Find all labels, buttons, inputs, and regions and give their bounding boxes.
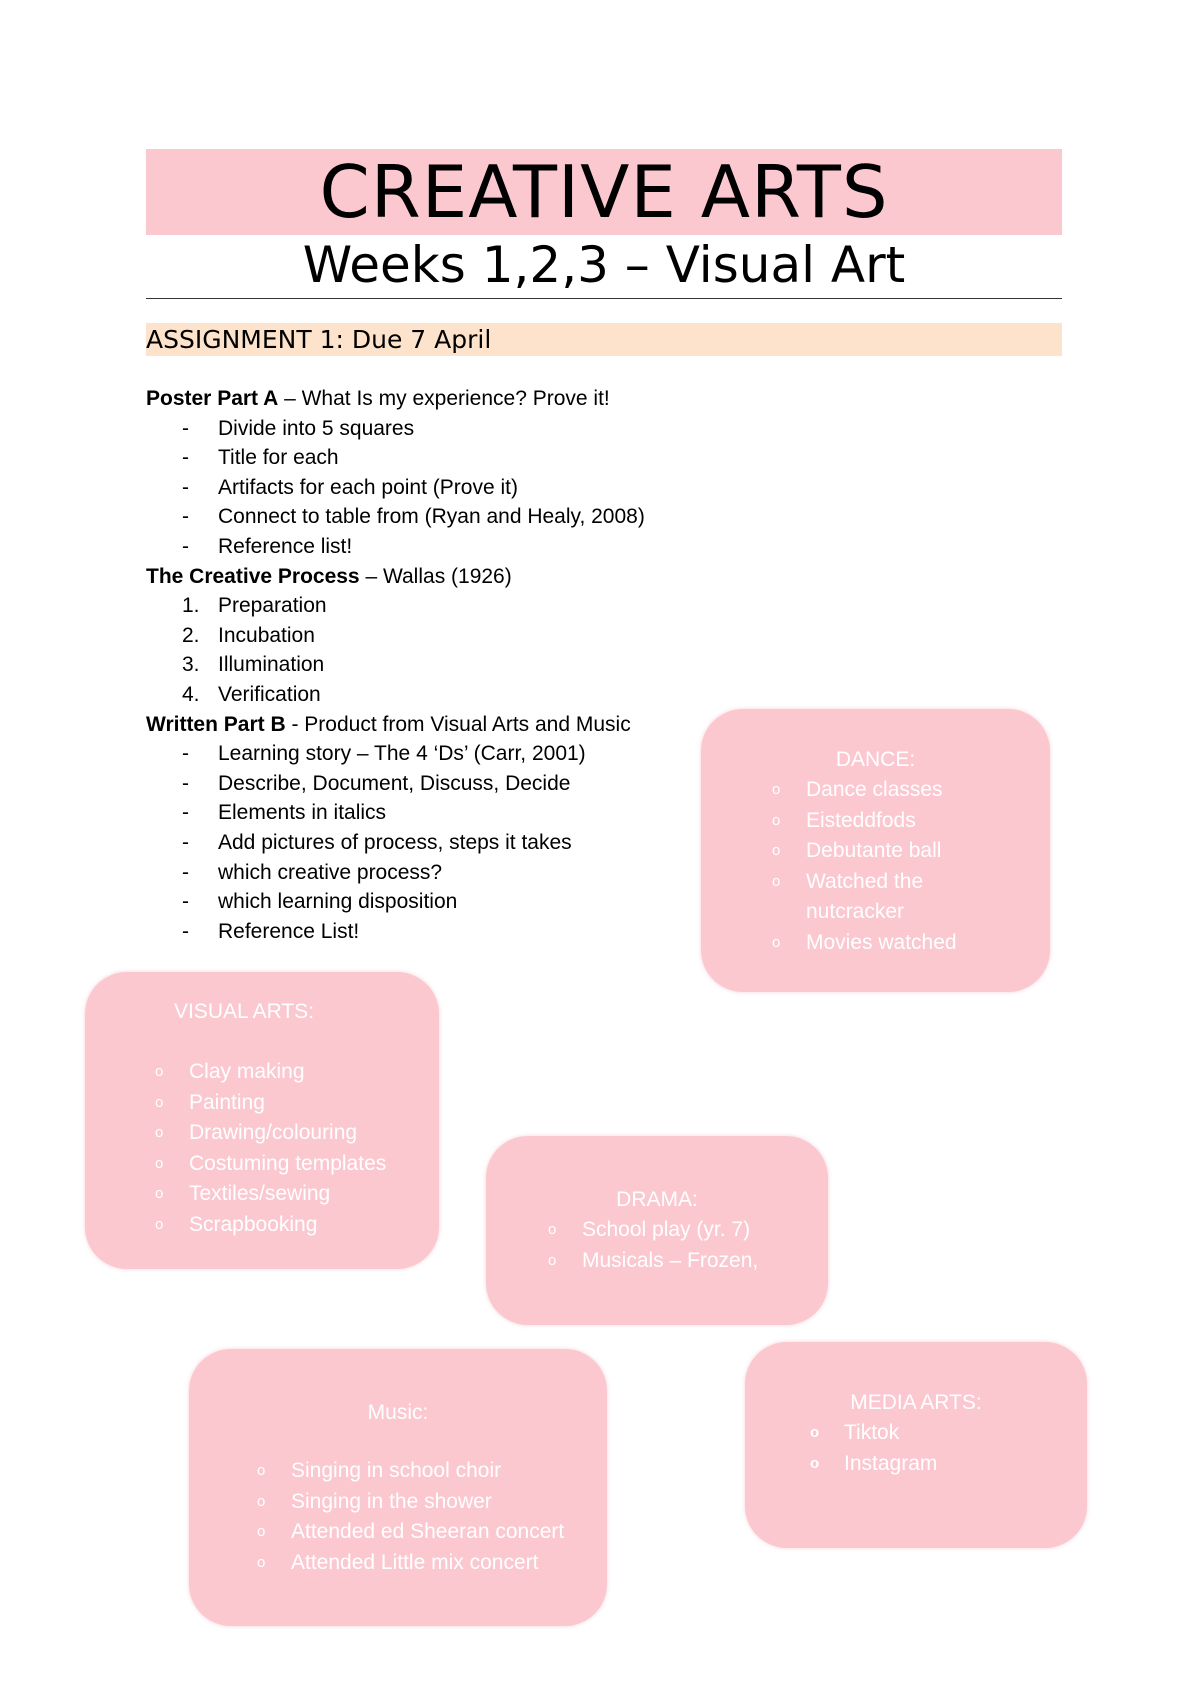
hollow-bullet-icon: o <box>772 781 781 798</box>
hollow-bullet-icon: o <box>155 1215 164 1233</box>
dash-bullet: - <box>182 919 189 943</box>
list-item: o Instagram <box>844 1449 1087 1480</box>
list-item: - Reference list! <box>146 532 686 562</box>
hollow-bullet-icon: o <box>772 842 781 860</box>
list-item: o Eisteddfods <box>806 806 1050 837</box>
list-item: - which learning disposition <box>146 887 686 917</box>
poster-heading <box>146 384 686 414</box>
list-item: 2. Incubation <box>146 621 686 651</box>
hollow-bullet-icon: o <box>257 1523 266 1541</box>
hollow-bullet-icon: o <box>772 933 781 951</box>
hollow-bullet-icon: o <box>155 1124 164 1142</box>
media-arts-box <box>745 1342 1087 1548</box>
notes-section <box>146 384 686 946</box>
assignment-heading: ASSIGNMENT 1: Due 7 April <box>146 323 1062 356</box>
hollow-bullet-icon: o <box>548 1251 557 1269</box>
hollow-bullet-icon: o <box>548 1221 557 1238</box>
list-item: 3. Illumination <box>146 650 686 680</box>
music-title: Music: <box>367 1401 429 1424</box>
list-item: o Dance classes <box>806 775 1050 806</box>
list-item: o Singing in school choir <box>291 1456 607 1487</box>
dash-bullet: - <box>182 416 189 440</box>
list-item: o Watched the <box>806 867 1050 898</box>
dash-bullet: - <box>182 446 189 470</box>
hollow-bullet-icon: o <box>155 1185 164 1203</box>
dance-box <box>701 709 1050 992</box>
list-item: - Artifacts for each point (Prove it) <box>146 473 686 503</box>
drama-box <box>486 1136 828 1325</box>
hollow-bullet-icon: o <box>257 1462 266 1479</box>
dash-bullet: - <box>182 505 189 529</box>
hollow-bullet-icon: o <box>257 1492 266 1510</box>
list-item: - which creative process? <box>146 858 686 888</box>
page-subtitle: Weeks 1,2,3 – Visual Art <box>146 236 1062 299</box>
poster-heading-rest: – What Is my experience? Prove it! <box>278 387 610 410</box>
hollow-bullet-icon: o <box>772 811 781 829</box>
creative-process-heading <box>146 562 686 592</box>
list-item: o Textiles/sewing <box>189 1179 439 1210</box>
list-item: - Elements in italics <box>146 798 686 828</box>
list-item: - Divide into 5 squares <box>146 414 686 444</box>
visual-arts-title: VISUAL ARTS: <box>173 1000 315 1023</box>
visual-arts-box <box>85 972 439 1269</box>
list-item: o Movies watched <box>806 928 1050 959</box>
list-item: o Painting <box>189 1088 439 1119</box>
dash-bullet: - <box>182 801 189 825</box>
list-item: o Attended Little mix concert <box>291 1548 607 1579</box>
list-item: 1. Preparation <box>146 591 686 621</box>
list-item: - Connect to table from (Ryan and Healy, 2008) <box>146 502 686 532</box>
list-item: o Attended ed Sheeran concert <box>291 1517 607 1548</box>
music-box <box>189 1349 607 1626</box>
list-item: o Debutante ball <box>806 836 1050 867</box>
dash-bullet: - <box>182 860 189 884</box>
creative-heading-rest: – Wallas (1926) <box>359 564 512 588</box>
written-heading <box>146 710 686 740</box>
hollow-bullet-icon: o <box>155 1093 164 1111</box>
list-item: o Musicals – Frozen, <box>582 1246 828 1277</box>
drama-title: DRAMA: <box>616 1188 698 1211</box>
bold-bullet-icon: o <box>810 1454 820 1472</box>
hollow-bullet-icon: o <box>155 1063 164 1080</box>
hollow-bullet-icon: o <box>257 1553 266 1571</box>
dash-bullet: - <box>182 475 189 499</box>
list-item: - Learning story – The 4 ‘Ds’ (Carr, 2001) <box>146 739 686 769</box>
hollow-bullet-icon: o <box>155 1154 164 1172</box>
written-heading-bold: Written Part B <box>146 712 286 736</box>
dash-bullet: - <box>182 830 189 854</box>
media-arts-title: MEDIA ARTS: <box>850 1391 982 1414</box>
dash-bullet: - <box>182 534 189 558</box>
hollow-bullet-icon: o <box>772 872 781 890</box>
list-item: 4. Verification <box>146 680 686 710</box>
list-item: o Scrapbooking <box>189 1210 439 1241</box>
list-item: o Tiktok <box>844 1418 1087 1449</box>
dance-title: DANCE: <box>835 748 916 771</box>
list-item-continuation: nutcracker <box>806 900 905 924</box>
list-item: - Reference List! <box>146 917 686 947</box>
page-title: CREATIVE ARTS <box>146 149 1062 235</box>
list-item: o Costuming templates <box>189 1149 439 1180</box>
list-item: - Describe, Document, Discuss, Decide <box>146 769 686 799</box>
list-item: - Add pictures of process, steps it takes <box>146 828 686 858</box>
list-item: o Drawing/colouring <box>189 1118 439 1149</box>
number-marker: 2. <box>182 623 200 647</box>
written-heading-rest: - Product from Visual Arts and Music <box>285 712 631 736</box>
dash-bullet: - <box>182 771 189 795</box>
number-marker: 3. <box>182 653 200 677</box>
list-item: - Title for each <box>146 443 686 473</box>
list-item: o School play (yr. 7) <box>582 1215 828 1246</box>
number-marker: 1. <box>182 594 200 618</box>
creative-heading-bold: The Creative Process <box>146 564 360 588</box>
bold-bullet-icon: o <box>810 1424 820 1441</box>
dash-bullet: - <box>182 742 189 766</box>
number-marker: 4. <box>182 682 200 706</box>
dash-bullet: - <box>182 890 189 914</box>
poster-heading-bold: Poster Part A <box>146 387 279 410</box>
list-item: o Singing in the shower <box>291 1487 607 1518</box>
list-item: o Clay making <box>189 1057 439 1088</box>
